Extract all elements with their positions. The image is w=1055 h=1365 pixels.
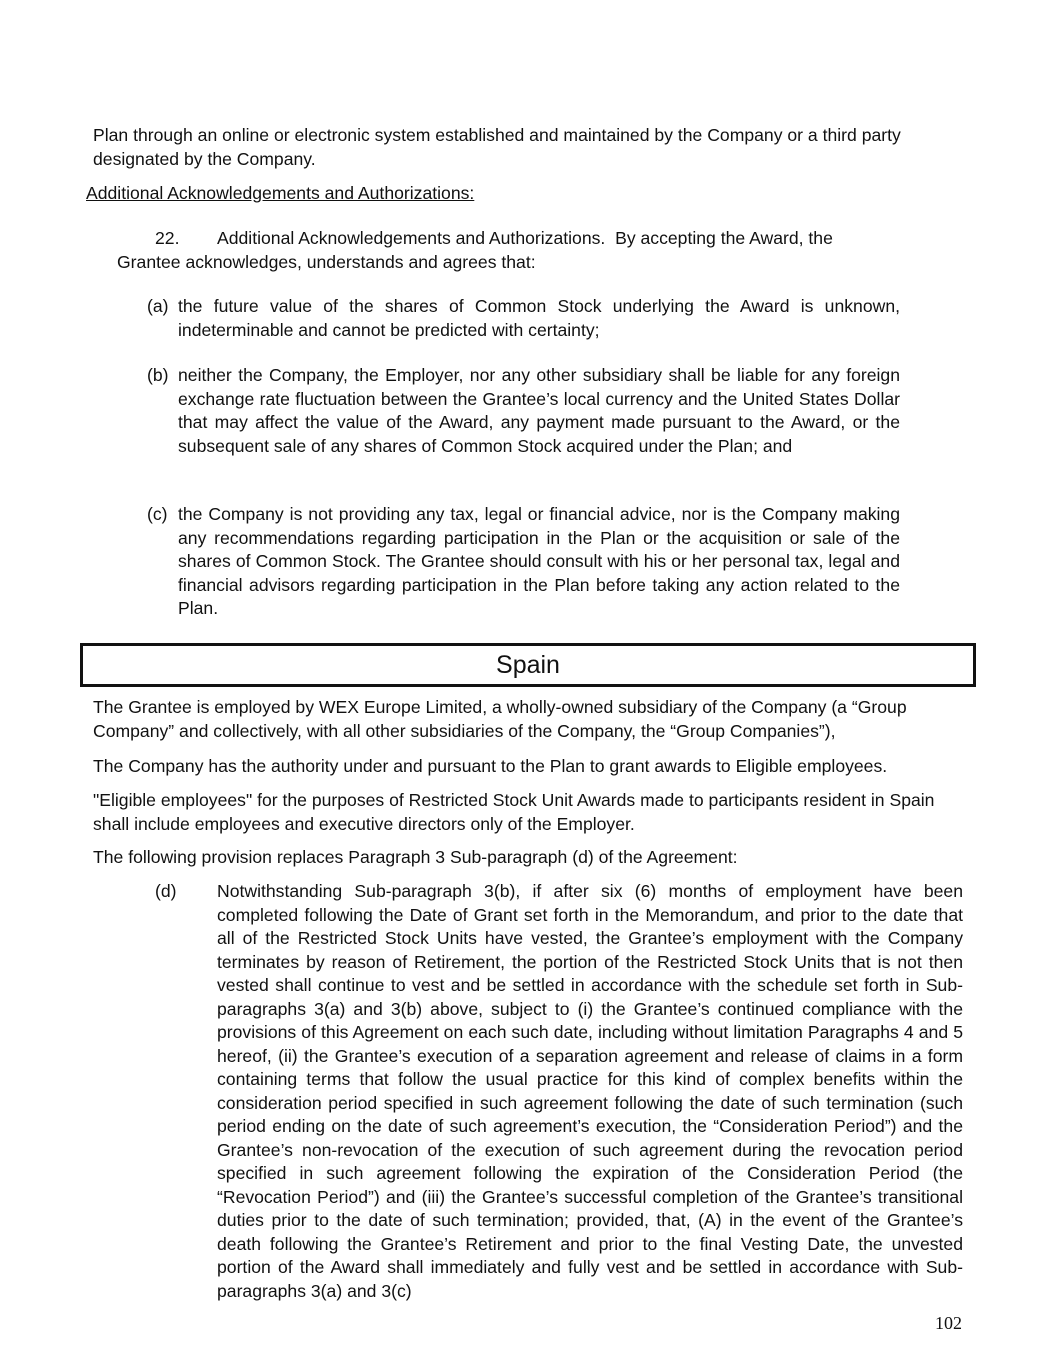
list-item-c <box>147 503 900 621</box>
list-item-label: (b) <box>147 365 169 385</box>
intro-text: Plan through an online or electronic system established and maintained by the Company or a third party designated by the Company. <box>93 125 901 169</box>
spain-paragraph-eligible: "Eligible employees" for the purposes of Restricted Stock Unit Awards made to participants resident in Spain shall include employees and executive directors only of the Employer. <box>93 790 935 834</box>
paragraph-22-text: By accepting the Award, the Grantee acknowledges, understands and agrees that: <box>117 228 833 272</box>
list-item-text: Notwithstanding Sub-paragraph 3(b), if after six (6) months of employment have been completed following the Date of Grant set forth in the Memorandum, and prior to the date that all of the Restricted Stock Units have vested, the Grantee’s employment with the Company terminates by reason of Retirement, the portion of the Restricted Stock Units that is not then vested shall continue to vest and be settled in accordance with the schedule set forth in Sub-paragraphs 3(a) and 3(b) above, subject to (i) the Grantee’s continued compliance with the provisions of this Agreement on each such date, including without limitation Paragraphs 4 and 5 hereof, (ii) the Grantee’s execution of a separation agreement and release of claims in a form containing terms that follow the usual practice for this kind of complex benefits within the consideration period specified in such agreement following the date of such termination (such period ending on the date of such agreement’s execution, the “Consideration Period”) and the Grantee’s non-revocation of the execution of such agreement during the revocation period specified in such agreement following the expiration of the Consideration Period (the “Revocation Period”) and (iii) the Grantee’s successful completion of the Grantee’s transitional duties prior to the date of such termination; provided, that, (A) in the event of the Grantee’s death following the Grantee’s Retirement and prior to the final Vesting Date, the unvested portion of the Award shall immediately and fully vest and be settled in accordance with Sub-paragraphs 3(a) and 3(c) <box>217 881 963 1301</box>
paragraph-22-title: Additional Acknowledgements and Authorizations. <box>217 228 606 248</box>
paragraph-22 <box>117 227 899 274</box>
paragraph-22-number: 22. <box>155 228 180 248</box>
spain-paragraph-employer: The Grantee is employed by WEX Europe Limited, a wholly-owned subsidiary of the Company (a “Group Company” and collectively, with all other subsidiaries of the Company, the “Group Companies”), <box>93 697 907 741</box>
list-item-label: (a) <box>147 296 169 316</box>
country-title: Spain <box>496 651 560 679</box>
country-heading-box <box>80 643 976 687</box>
section-heading: Additional Acknowledgements and Authorizations: <box>86 183 475 203</box>
list-item-d <box>155 880 963 1303</box>
list-item-text: the future value of the shares of Common Stock underlying the Award is unknown, indeterminable and cannot be predicted with certainty; <box>178 296 900 340</box>
list-item-text: the Company is not providing any tax, legal or financial advice, nor is the Company making any recommendations regarding participation in the Plan or the acquisition or sale of the shares of Common Stock. The Grantee should consult with his or her personal tax, legal and financial advisors regarding participation in the Plan before taking any action related to the Plan. <box>178 504 900 618</box>
spain-paragraph-authority: The Company has the authority under and pursuant to the Plan to grant awards to Eligible employees. <box>93 756 888 776</box>
list-item-label: (d) <box>155 881 177 901</box>
list-item-label: (c) <box>147 504 168 524</box>
page-number: 102 <box>935 1313 962 1333</box>
list-item-a <box>147 295 900 342</box>
list-item-b <box>147 364 900 458</box>
list-item-text: neither the Company, the Employer, nor any other subsidiary shall be liable for any foreign exchange rate fluctuation between the Grantee’s local currency and the United States Dollar that may affect the value of the Award, any payment made pursuant to the Award, or the subsequent sale of any shares of Common Stock acquired under the Plan; and <box>178 365 900 456</box>
spain-paragraph-replacement: The following provision replaces Paragraph 3 Sub-paragraph (d) of the Agreement: <box>93 847 738 867</box>
